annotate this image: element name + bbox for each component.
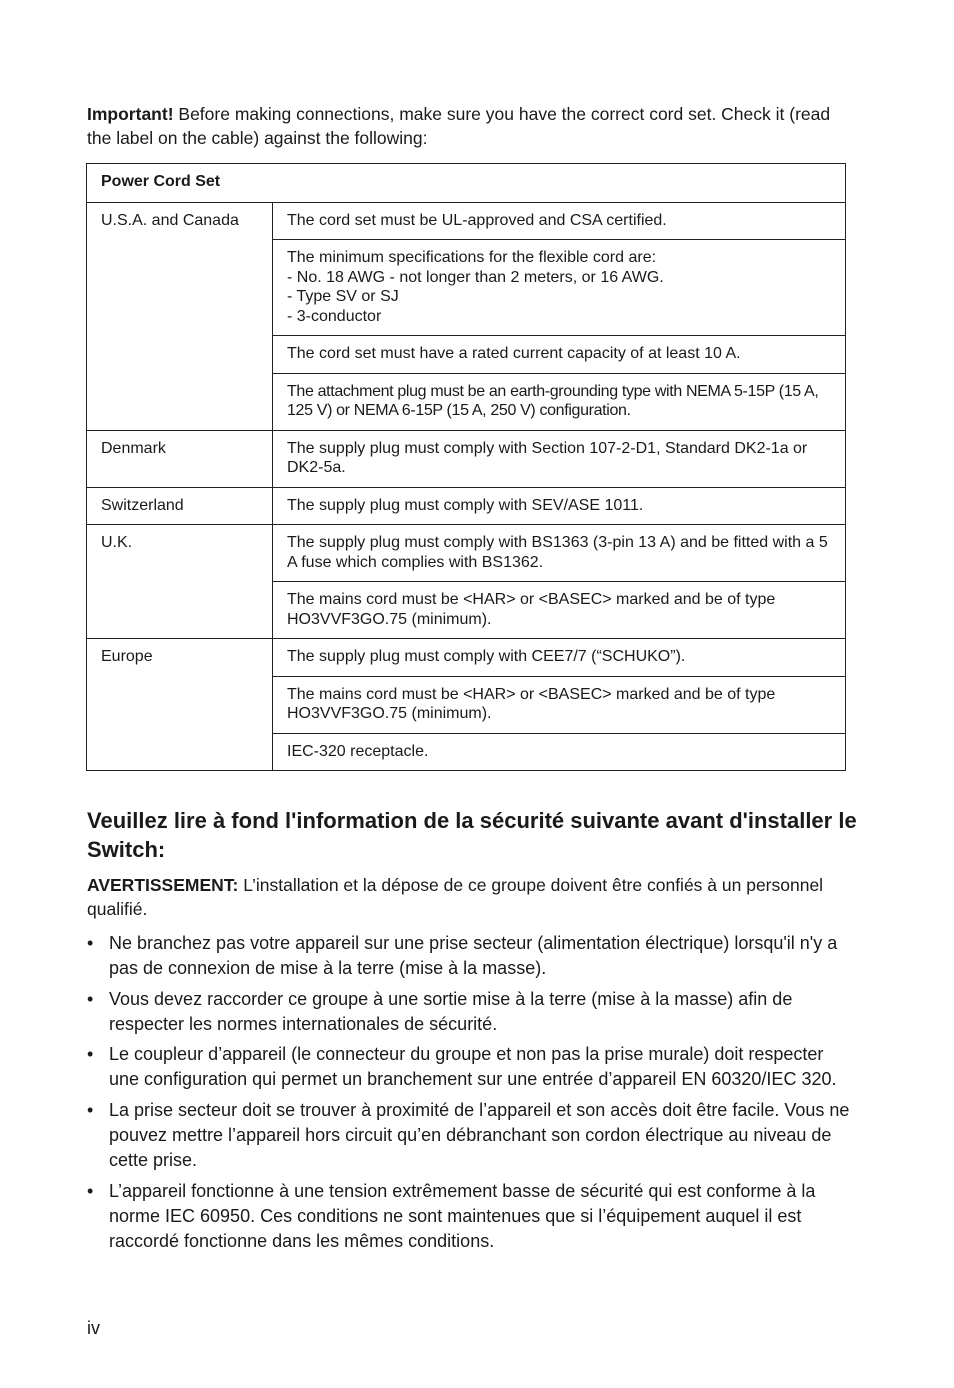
list-item-text: La prise secteur doit se trouver à proximité de l’appareil et son accès doit être facile. Vous ne pouvez mettre l’appareil hors circuit qu’en débranchant son cordon électrique au niveau de cette prise. bbox=[109, 1099, 850, 1171]
requirement-text: The mains cord must be <HAR> or <BASEC> marked and be of type HO3VVF3GO.75 (minimum). bbox=[287, 685, 776, 722]
requirement-cell bbox=[273, 582, 846, 639]
requirement-text: The minimum specifications for the flexible cord are: bbox=[287, 249, 657, 266]
list-item bbox=[87, 1098, 857, 1174]
table-row bbox=[87, 639, 846, 677]
bullet-icon: • bbox=[87, 1044, 94, 1065]
warning-paragraph bbox=[87, 873, 857, 921]
table-header-row bbox=[87, 164, 846, 203]
requirement-text: IEC-320 receptacle. bbox=[287, 742, 429, 760]
table-row bbox=[87, 525, 846, 582]
bullet-icon: • bbox=[87, 988, 94, 1009]
requirement-text: The supply plug must comply with CEE7/7 (“SCHUKO”). bbox=[287, 648, 686, 665]
list-item bbox=[87, 987, 857, 1038]
bullet-icon: • bbox=[87, 1099, 94, 1120]
requirement-cell bbox=[273, 639, 846, 677]
requirement-text: - Type SV or SJ bbox=[287, 288, 399, 305]
requirement-cell bbox=[273, 525, 846, 582]
requirement-cell bbox=[273, 202, 846, 240]
list-item-text: Le coupleur d’appareil (le connecteur du groupe et non pas la prise murale) doit respecter une configuration qui permet un branchement sur une entrée d’appareil EN 60320/IEC 320. bbox=[109, 1044, 837, 1090]
table-row bbox=[87, 430, 846, 487]
country-cell: Denmark bbox=[87, 430, 273, 487]
requirement-text: The supply plug must comply with Section 107-2-D1, Standard DK2-1a or DK2-5a. bbox=[287, 439, 808, 476]
warning-label: AVERTISSEMENT: bbox=[87, 875, 239, 895]
country-cell: U.K. bbox=[87, 525, 273, 639]
list-item-text: Ne branchez pas votre appareil sur une prise secteur (alimentation électrique) lorsqu'il n'y a pas de connexion de mise à la terre (mise à la masse). bbox=[109, 933, 838, 979]
important-label: Important! bbox=[87, 104, 174, 124]
requirement-text: The cord set must have a rated current capacity of at least 10 A. bbox=[287, 345, 741, 362]
table-body bbox=[87, 202, 846, 771]
country-cell: Europe bbox=[87, 639, 273, 771]
requirement-cell bbox=[273, 676, 846, 733]
list-item bbox=[87, 1179, 857, 1255]
requirement-cell bbox=[273, 430, 846, 487]
requirement-cell bbox=[273, 487, 846, 525]
requirement-text: The cord set must be UL-approved and CSA certified. bbox=[287, 211, 667, 229]
requirement-text: - 3-conductor bbox=[287, 307, 382, 325]
page-number: iv bbox=[87, 1318, 100, 1338]
list-item bbox=[87, 1042, 857, 1093]
requirement-text: The mains cord must be <HAR> or <BASEC> marked and be of type HO3VVF3GO.75 (minimum). bbox=[287, 591, 776, 628]
list-item-text: Vous devez raccorder ce groupe à une sortie mise à la terre (mise à la masse) afin de respecter les normes internationales de sécurité. bbox=[109, 988, 793, 1034]
bullet-icon: • bbox=[87, 1180, 94, 1201]
requirement-cell bbox=[273, 336, 846, 374]
table-row bbox=[87, 487, 846, 525]
table-row bbox=[87, 202, 846, 240]
requirement-text: The attachment plug must be an earth-grounding type with NEMA 5-15P (15 A, 125 V) or NEMA 6-15P (15 A, 250 V) configuration. bbox=[287, 382, 819, 419]
warning-text: L’installation et la dépose de ce groupe doivent être confiés à un personnel qualifié. bbox=[87, 875, 824, 919]
list-item-text: L’appareil fonctionne à une tension extrêmement basse de sécurité qui est conforme à la norme IEC 60950. Ces conditions ne sont maintenues que si l’équipement auquel il est raccordé fonctionne dans les mêmes conditions. bbox=[109, 1180, 816, 1252]
requirement-text: The supply plug must comply with BS1363 (3-pin 13 A) and be fitted with a 5 A fuse which complies with BS1362. bbox=[287, 534, 828, 571]
safety-bullet-list bbox=[87, 931, 857, 1260]
french-section-title: Veuillez lire à fond l'information de la sécurité suivante avant d'installer le Switch: bbox=[87, 808, 857, 862]
requirement-text: The supply plug must comply with SEV/ASE 1011. bbox=[287, 496, 644, 514]
intro-paragraph bbox=[87, 102, 857, 150]
requirement-cell bbox=[273, 373, 846, 430]
country-cell: U.S.A. and Canada bbox=[87, 202, 273, 430]
table-header: Power Cord Set bbox=[87, 164, 846, 203]
power-cord-table bbox=[86, 163, 846, 771]
bullet-icon: • bbox=[87, 933, 94, 953]
country-cell: Switzerland bbox=[87, 487, 273, 525]
list-item bbox=[87, 931, 857, 982]
intro-text: Before making connections, make sure you have the correct cord set. Check it (read the label on the cable) against the following: bbox=[87, 104, 831, 148]
requirement-cell bbox=[273, 240, 846, 336]
requirement-cell bbox=[273, 733, 846, 771]
requirement-text: - No. 18 AWG - not longer than 2 meters, or 16 AWG. bbox=[287, 268, 664, 286]
